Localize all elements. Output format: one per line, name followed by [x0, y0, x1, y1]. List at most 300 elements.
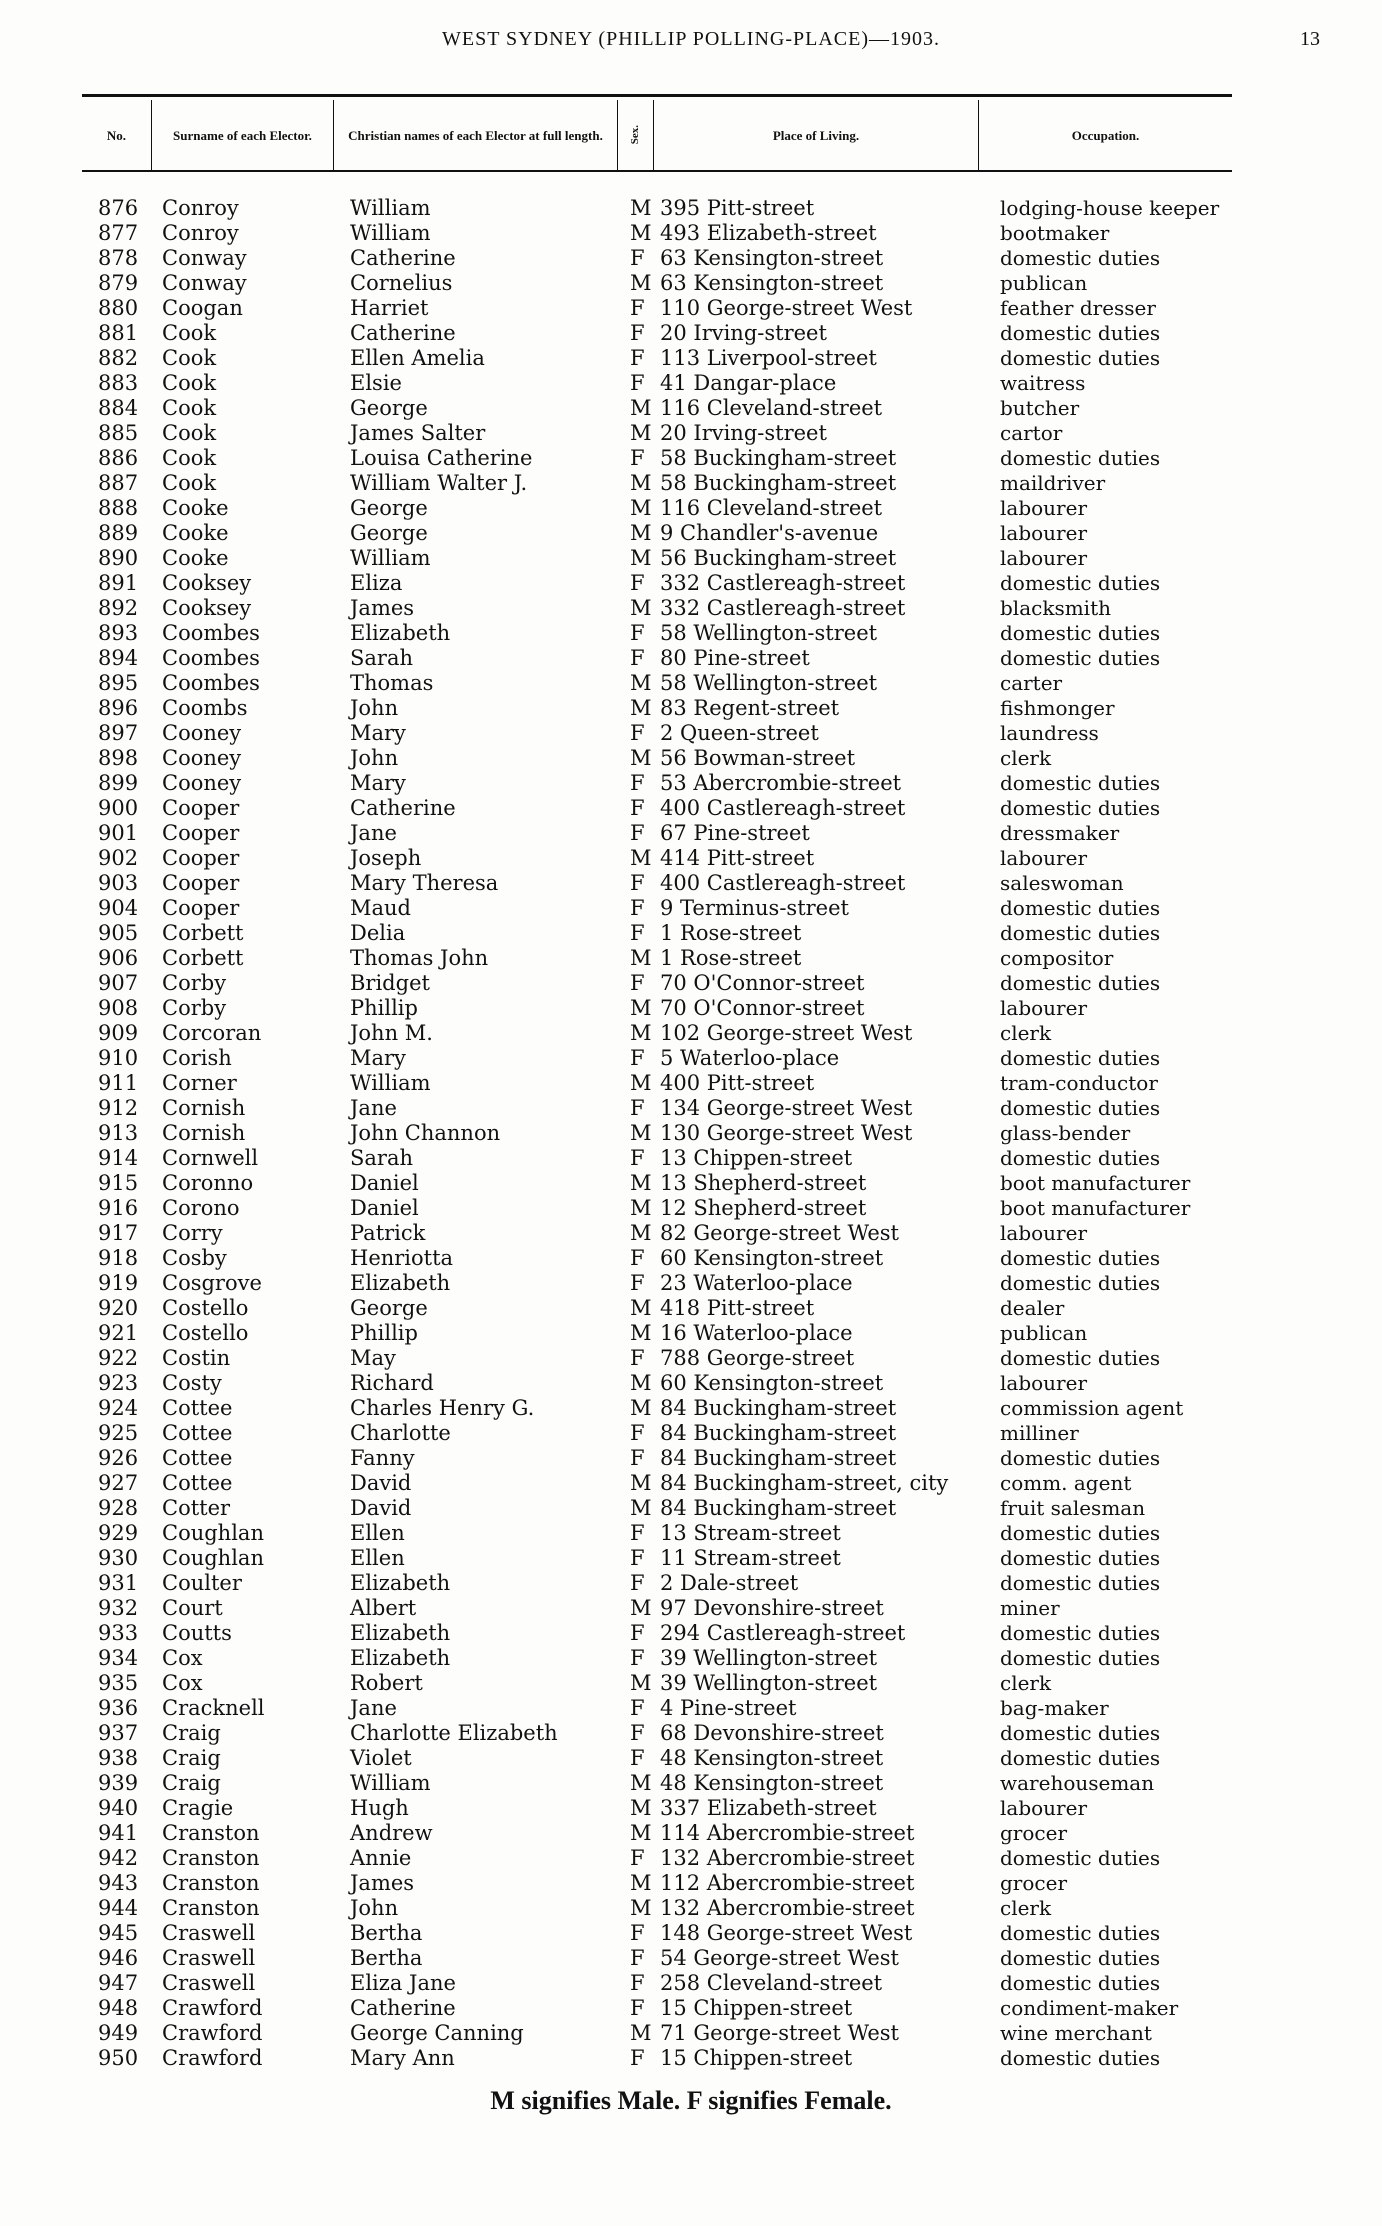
elector-christian-names: David: [350, 1496, 412, 1520]
elector-christian-names: Phillip: [350, 1321, 418, 1345]
elector-number: 925: [98, 1421, 139, 1445]
elector-christian-names: Patrick: [350, 1221, 426, 1245]
elector-sex: F: [630, 1421, 645, 1445]
elector-number: 937: [98, 1721, 139, 1745]
elector-place-of-living: 493 Elizabeth-street: [660, 221, 877, 245]
table-row: [0, 1421, 1382, 1446]
elector-place-of-living: 113 Liverpool-street: [660, 346, 877, 370]
elector-christian-names: Bridget: [350, 971, 430, 995]
elector-number: 887: [98, 471, 139, 495]
elector-christian-names: Robert: [350, 1671, 423, 1695]
elector-surname: Cornish: [162, 1121, 246, 1145]
elector-occupation: miner: [1000, 1596, 1060, 1620]
elector-occupation: domestic duties: [1000, 446, 1161, 470]
elector-christian-names: Charlotte: [350, 1421, 451, 1445]
elector-christian-names: Thomas: [350, 671, 434, 695]
elector-surname: Cooper: [162, 846, 240, 870]
elector-place-of-living: 58 Wellington-street: [660, 621, 878, 645]
elector-christian-names: Mary: [350, 771, 406, 795]
elector-sex: M: [630, 546, 652, 570]
elector-place-of-living: 1 Rose-street: [660, 921, 802, 945]
header-place-of-living: Place of Living.: [654, 100, 979, 170]
elector-occupation: laundress: [1000, 721, 1099, 745]
elector-place-of-living: 63 Kensington-street: [660, 246, 884, 270]
table-row: [0, 1246, 1382, 1271]
elector-surname: Cottee: [162, 1446, 233, 1470]
elector-sex: M: [630, 1896, 652, 1920]
elector-christian-names: James Salter: [350, 421, 486, 445]
elector-occupation: domestic duties: [1000, 921, 1161, 945]
elector-number: 882: [98, 346, 139, 370]
table-row: [0, 821, 1382, 846]
elector-sex: M: [630, 1821, 652, 1845]
elector-christian-names: William: [350, 221, 431, 245]
elector-number: 918: [98, 1246, 139, 1270]
table-row: [0, 771, 1382, 796]
elector-sex: F: [630, 621, 645, 645]
elector-surname: Coughlan: [162, 1521, 264, 1545]
elector-surname: Cranston: [162, 1821, 260, 1845]
elector-number: 902: [98, 846, 139, 870]
elector-occupation: labourer: [1000, 1796, 1088, 1820]
page-number: 13: [1300, 28, 1320, 50]
table-row: [0, 1696, 1382, 1721]
elector-sex: F: [630, 1621, 645, 1645]
elector-occupation: publican: [1000, 271, 1088, 295]
elector-sex: F: [630, 896, 645, 920]
elector-number: 944: [98, 1896, 139, 1920]
elector-surname: Cranston: [162, 1896, 260, 1920]
elector-sex: M: [630, 521, 652, 545]
table-row: [0, 471, 1382, 496]
elector-sex: M: [630, 1196, 652, 1220]
table-row: [0, 2021, 1382, 2046]
table-row: [0, 246, 1382, 271]
elector-place-of-living: 83 Regent-street: [660, 696, 840, 720]
table-row: [0, 546, 1382, 571]
elector-occupation: domestic duties: [1000, 1446, 1161, 1470]
elector-place-of-living: 132 Abercrombie-street: [660, 1846, 915, 1870]
elector-place-of-living: 134 George-street West: [660, 1096, 913, 1120]
table-row: [0, 1221, 1382, 1246]
elector-place-of-living: 102 George-street West: [660, 1021, 913, 1045]
elector-surname: Corbett: [162, 946, 244, 970]
elector-surname: Crawford: [162, 2046, 263, 2070]
elector-place-of-living: 39 Wellington-street: [660, 1646, 878, 1670]
elector-place-of-living: 418 Pitt-street: [660, 1296, 815, 1320]
elector-number: 924: [98, 1396, 139, 1420]
elector-place-of-living: 400 Pitt-street: [660, 1071, 815, 1095]
elector-number: 927: [98, 1471, 139, 1495]
elector-sex: F: [630, 371, 645, 395]
elector-christian-names: May: [350, 1346, 396, 1370]
elector-surname: Craig: [162, 1721, 221, 1745]
table-row: [0, 296, 1382, 321]
elector-place-of-living: 294 Castlereagh-street: [660, 1621, 906, 1645]
table-row: [0, 1021, 1382, 1046]
elector-place-of-living: 39 Wellington-street: [660, 1671, 878, 1695]
elector-occupation: condiment-maker: [1000, 1996, 1179, 2020]
elector-sex: M: [630, 221, 652, 245]
table-row: [0, 496, 1382, 521]
elector-christian-names: Thomas John: [350, 946, 489, 970]
elector-christian-names: Mary Ann: [350, 2046, 455, 2070]
elector-number: 947: [98, 1971, 139, 1995]
elector-number: 931: [98, 1571, 139, 1595]
elector-occupation: domestic duties: [1000, 571, 1161, 595]
elector-sex: M: [630, 396, 652, 420]
elector-place-of-living: 71 George-street West: [660, 2021, 899, 2045]
elector-surname: Corby: [162, 996, 227, 1020]
table-row: [0, 1996, 1382, 2021]
elector-number: 899: [98, 771, 139, 795]
elector-christian-names: Daniel: [350, 1196, 419, 1220]
elector-surname: Cracknell: [162, 1696, 265, 1720]
elector-christian-names: Daniel: [350, 1171, 419, 1195]
elector-surname: Costin: [162, 1346, 231, 1370]
elector-place-of-living: 148 George-street West: [660, 1921, 913, 1945]
elector-sex: M: [630, 1871, 652, 1895]
elector-surname: Crawford: [162, 2021, 263, 2045]
elector-christian-names: Joseph: [350, 846, 422, 870]
elector-surname: Corbett: [162, 921, 244, 945]
elector-number: 896: [98, 696, 139, 720]
elector-sex: M: [630, 1171, 652, 1195]
elector-place-of-living: 337 Elizabeth-street: [660, 1796, 877, 1820]
elector-christian-names: William: [350, 196, 431, 220]
elector-place-of-living: 788 George-street: [660, 1346, 855, 1370]
elector-sex: F: [630, 1646, 645, 1670]
elector-place-of-living: 332 Castlereagh-street: [660, 596, 906, 620]
elector-occupation: carter: [1000, 671, 1063, 695]
elector-place-of-living: 20 Irving-street: [660, 421, 827, 445]
elector-christian-names: Elizabeth: [350, 1271, 451, 1295]
elector-christian-names: Eliza Jane: [350, 1971, 456, 1995]
elector-number: 915: [98, 1171, 139, 1195]
elector-surname: Cottee: [162, 1471, 233, 1495]
elector-sex: F: [630, 821, 645, 845]
elector-number: 878: [98, 246, 139, 270]
table-row: [0, 1871, 1382, 1896]
elector-occupation: feather dresser: [1000, 296, 1156, 320]
elector-number: 907: [98, 971, 139, 995]
elector-surname: Corry: [162, 1221, 223, 1245]
elector-occupation: labourer: [1000, 521, 1088, 545]
elector-christian-names: Charlotte Elizabeth: [350, 1721, 558, 1745]
elector-christian-names: James: [350, 1871, 415, 1895]
elector-occupation: domestic duties: [1000, 1046, 1161, 1070]
elector-sex: M: [630, 271, 652, 295]
table-row: [0, 1671, 1382, 1696]
elector-number: 930: [98, 1546, 139, 1570]
elector-place-of-living: 9 Chandler's-avenue: [660, 521, 879, 545]
elector-list: [0, 196, 1382, 2071]
elector-place-of-living: 84 Buckingham-street: [660, 1496, 897, 1520]
elector-number: 897: [98, 721, 139, 745]
elector-sex: F: [630, 1521, 645, 1545]
elector-sex: M: [630, 1596, 652, 1620]
table-row: [0, 1621, 1382, 1646]
elector-christian-names: Ellen: [350, 1546, 405, 1570]
elector-surname: Cook: [162, 346, 217, 370]
elector-place-of-living: 13 Stream-street: [660, 1521, 841, 1545]
elector-number: 923: [98, 1371, 139, 1395]
elector-sex: M: [630, 421, 652, 445]
table-row: [0, 1921, 1382, 1946]
elector-number: 933: [98, 1621, 139, 1645]
table-row: [0, 1946, 1382, 1971]
elector-surname: Corcoran: [162, 1021, 262, 1045]
elector-place-of-living: 54 George-street West: [660, 1946, 899, 1970]
elector-occupation: domestic duties: [1000, 771, 1161, 795]
elector-place-of-living: 258 Cleveland-street: [660, 1971, 883, 1995]
elector-place-of-living: 132 Abercrombie-street: [660, 1896, 915, 1920]
elector-occupation: waitress: [1000, 371, 1086, 395]
elector-surname: Cottee: [162, 1421, 233, 1445]
elector-number: 884: [98, 396, 139, 420]
elector-surname: Craig: [162, 1746, 221, 1770]
elector-occupation: domestic duties: [1000, 1146, 1161, 1170]
elector-sex: F: [630, 1246, 645, 1270]
elector-number: 905: [98, 921, 139, 945]
elector-occupation: domestic duties: [1000, 346, 1161, 370]
elector-christian-names: Mary Theresa: [350, 871, 499, 895]
elector-occupation: domestic duties: [1000, 971, 1161, 995]
elector-occupation: domestic duties: [1000, 1721, 1161, 1745]
table-row: [0, 421, 1382, 446]
elector-sex: M: [630, 1396, 652, 1420]
elector-christian-names: Louisa Catherine: [350, 446, 533, 470]
elector-sex: M: [630, 1121, 652, 1145]
elector-occupation: domestic duties: [1000, 2046, 1161, 2070]
elector-occupation: domestic duties: [1000, 1346, 1161, 1370]
table-row: [0, 221, 1382, 246]
elector-place-of-living: 2 Queen-street: [660, 721, 819, 745]
elector-occupation: dressmaker: [1000, 821, 1120, 845]
table-row: [0, 1396, 1382, 1421]
elector-christian-names: Mary: [350, 1046, 406, 1070]
elector-place-of-living: 84 Buckingham-street: [660, 1421, 897, 1445]
elector-number: 935: [98, 1671, 139, 1695]
elector-surname: Cook: [162, 421, 217, 445]
elector-sex: F: [630, 571, 645, 595]
elector-christian-names: George: [350, 396, 428, 420]
elector-surname: Cooksey: [162, 596, 252, 620]
elector-place-of-living: 70 O'Connor-street: [660, 971, 865, 995]
table-row: [0, 1796, 1382, 1821]
elector-occupation: domestic duties: [1000, 1571, 1161, 1595]
elector-place-of-living: 56 Buckingham-street: [660, 546, 897, 570]
elector-surname: Crawford: [162, 1996, 263, 2020]
table-row: [0, 1746, 1382, 1771]
elector-sex: F: [630, 246, 645, 270]
elector-place-of-living: 20 Irving-street: [660, 321, 827, 345]
elector-place-of-living: 114 Abercrombie-street: [660, 1821, 915, 1845]
elector-sex: M: [630, 1371, 652, 1395]
elector-surname: Cooper: [162, 821, 240, 845]
elector-sex: M: [630, 746, 652, 770]
elector-number: 894: [98, 646, 139, 670]
elector-sex: F: [630, 1721, 645, 1745]
elector-christian-names: Hugh: [350, 1796, 409, 1820]
elector-sex: M: [630, 1671, 652, 1695]
elector-christian-names: Henriotta: [350, 1246, 454, 1270]
elector-christian-names: James: [350, 596, 415, 620]
elector-sex: M: [630, 496, 652, 520]
elector-place-of-living: 82 George-street West: [660, 1221, 899, 1245]
elector-place-of-living: 332 Castlereagh-street: [660, 571, 906, 595]
elector-sex: F: [630, 1946, 645, 1970]
table-row: [0, 1271, 1382, 1296]
table-row: [0, 1146, 1382, 1171]
elector-surname: Craswell: [162, 1946, 256, 1970]
table-row: [0, 196, 1382, 221]
elector-surname: Cook: [162, 396, 217, 420]
elector-place-of-living: 48 Kensington-street: [660, 1771, 884, 1795]
elector-number: 909: [98, 1021, 139, 1045]
table-row: [0, 696, 1382, 721]
elector-occupation: domestic duties: [1000, 1971, 1161, 1995]
elector-surname: Cosgrove: [162, 1271, 262, 1295]
elector-place-of-living: 1 Rose-street: [660, 946, 802, 970]
elector-surname: Coutts: [162, 1621, 232, 1645]
elector-christian-names: Elizabeth: [350, 621, 451, 645]
elector-surname: Corish: [162, 1046, 232, 1070]
elector-sex: F: [630, 646, 645, 670]
elector-christian-names: Catherine: [350, 321, 456, 345]
elector-surname: Coogan: [162, 296, 243, 320]
elector-sex: M: [630, 1221, 652, 1245]
elector-surname: Cox: [162, 1646, 203, 1670]
elector-surname: Costy: [162, 1371, 222, 1395]
elector-occupation: publican: [1000, 1321, 1088, 1345]
elector-place-of-living: 2 Dale-street: [660, 1571, 799, 1595]
elector-place-of-living: 84 Buckingham-street, city: [660, 1471, 949, 1495]
elector-place-of-living: 5 Waterloo-place: [660, 1046, 840, 1070]
elector-surname: Cooper: [162, 796, 240, 820]
elector-surname: Conroy: [162, 221, 239, 245]
elector-place-of-living: 84 Buckingham-street: [660, 1396, 897, 1420]
elector-sex: M: [630, 1796, 652, 1820]
elector-place-of-living: 116 Cleveland-street: [660, 396, 883, 420]
elector-christian-names: Catherine: [350, 246, 456, 270]
elector-christian-names: John Channon: [350, 1121, 501, 1145]
table-row: [0, 1546, 1382, 1571]
elector-sex: M: [630, 596, 652, 620]
elector-christian-names: Violet: [350, 1746, 412, 1770]
table-row: [0, 396, 1382, 421]
elector-sex: F: [630, 1921, 645, 1945]
table-row: [0, 371, 1382, 396]
elector-occupation: butcher: [1000, 396, 1080, 420]
elector-occupation: labourer: [1000, 496, 1088, 520]
elector-christian-names: Sarah: [350, 646, 413, 670]
header-occupation: Occupation.: [1071, 127, 1140, 143]
table-row: [0, 1896, 1382, 1921]
elector-place-of-living: 400 Castlereagh-street: [660, 796, 906, 820]
elector-occupation: saleswoman: [1000, 871, 1124, 895]
elector-sex: F: [630, 1046, 645, 1070]
table-row: [0, 271, 1382, 296]
elector-number: 919: [98, 1271, 139, 1295]
elector-sex: M: [630, 696, 652, 720]
elector-christian-names: George: [350, 1296, 428, 1320]
table-row: [0, 321, 1382, 346]
elector-sex: F: [630, 1846, 645, 1870]
table-row: [0, 1721, 1382, 1746]
elector-place-of-living: 53 Abercrombie-street: [660, 771, 902, 795]
elector-sex: M: [630, 1771, 652, 1795]
elector-place-of-living: 67 Pine-street: [660, 821, 810, 845]
table-row: [0, 1646, 1382, 1671]
elector-sex: M: [630, 1496, 652, 1520]
elector-christian-names: William Walter J.: [350, 471, 528, 495]
table-row: [0, 1771, 1382, 1796]
elector-surname: Corner: [162, 1071, 237, 1095]
elector-number: 920: [98, 1296, 139, 1320]
elector-surname: Cooper: [162, 871, 240, 895]
elector-occupation: commission agent: [1000, 1396, 1184, 1420]
elector-occupation: milliner: [1000, 1421, 1079, 1445]
elector-christian-names: Elizabeth: [350, 1646, 451, 1670]
elector-christian-names: Catherine: [350, 796, 456, 820]
elector-christian-names: Jane: [350, 821, 397, 845]
table-row: [0, 646, 1382, 671]
table-row: [0, 1196, 1382, 1221]
elector-occupation: compositor: [1000, 946, 1114, 970]
elector-place-of-living: 80 Pine-street: [660, 646, 810, 670]
elector-occupation: domestic duties: [1000, 1646, 1161, 1670]
elector-surname: Cook: [162, 321, 217, 345]
elector-place-of-living: 41 Dangar-place: [660, 371, 837, 395]
elector-occupation: fishmonger: [1000, 696, 1115, 720]
header-no: No.: [82, 100, 152, 170]
elector-sex: F: [630, 446, 645, 470]
elector-sex: F: [630, 1546, 645, 1570]
elector-christian-names: William: [350, 546, 431, 570]
elector-number: 880: [98, 296, 139, 320]
elector-surname: Coronno: [162, 1171, 254, 1195]
elector-surname: Corono: [162, 1196, 240, 1220]
elector-place-of-living: 414 Pitt-street: [660, 846, 815, 870]
table-row: [0, 1521, 1382, 1546]
table-row: [0, 346, 1382, 371]
elector-number: 890: [98, 546, 139, 570]
elector-surname: Cooke: [162, 496, 229, 520]
elector-sex: F: [630, 871, 645, 895]
elector-occupation: boot manufacturer: [1000, 1196, 1191, 1220]
table-row: [0, 721, 1382, 746]
elector-number: 900: [98, 796, 139, 820]
header-top-rule: [82, 94, 1232, 97]
elector-surname: Cooney: [162, 746, 242, 770]
elector-christian-names: George: [350, 496, 428, 520]
elector-sex: M: [630, 1071, 652, 1095]
elector-sex: M: [630, 1021, 652, 1045]
elector-number: 945: [98, 1921, 139, 1945]
elector-place-of-living: 130 George-street West: [660, 1121, 913, 1145]
elector-surname: Cooper: [162, 896, 240, 920]
elector-occupation: bag-maker: [1000, 1696, 1109, 1720]
elector-number: 906: [98, 946, 139, 970]
table-row: [0, 571, 1382, 596]
elector-sex: M: [630, 1471, 652, 1495]
elector-occupation: domestic duties: [1000, 1846, 1161, 1870]
page-title: WEST SYDNEY (PHILLIP POLLING-PLACE)—1903.: [441, 28, 940, 50]
elector-place-of-living: 48 Kensington-street: [660, 1746, 884, 1770]
elector-surname: Cragie: [162, 1796, 234, 1820]
elector-place-of-living: 23 Waterloo-place: [660, 1271, 853, 1295]
